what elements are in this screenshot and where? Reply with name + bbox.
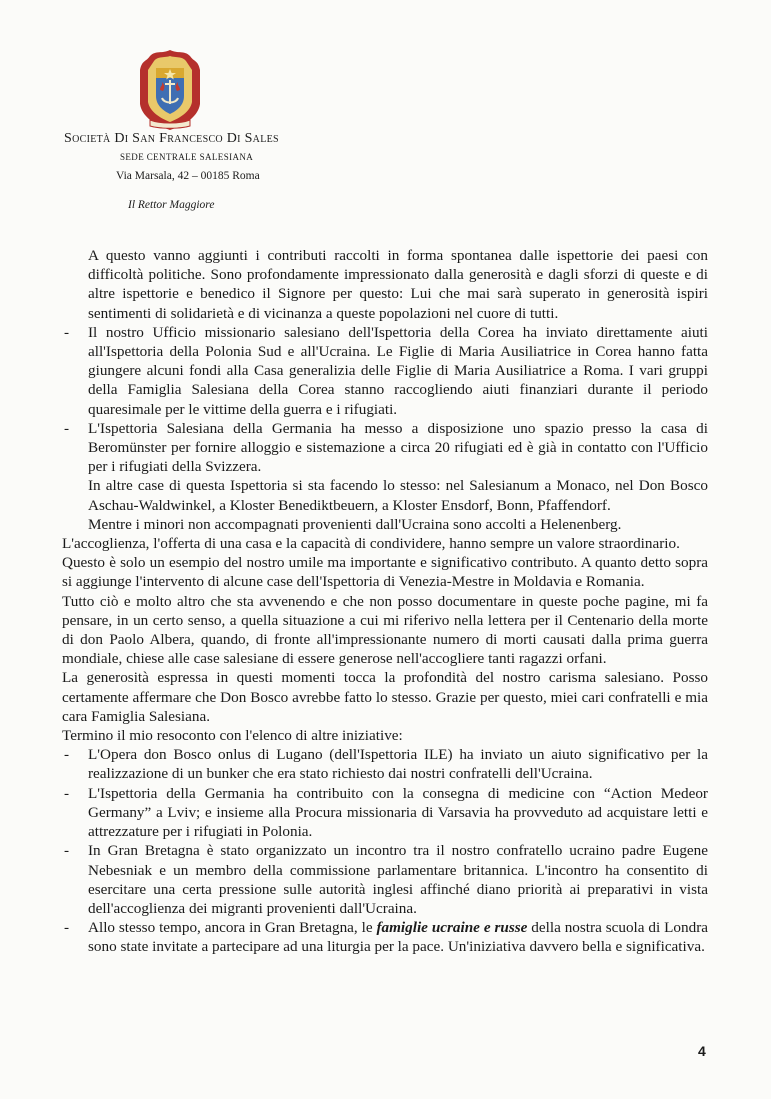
paragraph: L'accoglienza, l'offerta di una casa e la capacità di condividere, hanno sempre un valore straordinario. xyxy=(62,535,680,553)
paragraph: Termino il mio resoconto con l'elenco di altre iniziative: xyxy=(62,727,403,745)
paragraph: A questo vanno aggiunti i contributi raccolti in forma spontanea dalle ispettorie dei paesi con difficoltà politiche. Sono profondamente impressionato dalla generosità e dagli sforzi di queste e di altre ispettorie e benedico il Signore per questo: Lui che mai sarà superato in generosità ispiri sentimenti di solidarietà e di vicinanza a queste popolazioni nel cuore di tutti. xyxy=(88,247,708,322)
list-item: - Il nostro Ufficio missionario salesiano dell'Ispettoria della Corea ha inviato direttamente aiuti all'Ispettoria della Polonia Sud e all'Ucraina. Le Figlie di Maria Ausiliatrice in Corea hanno fatta giungere alcuni fondi alla Casa generalizia delle Figlie di Maria Ausiliatrice a Roma. I vari gruppi della Famiglia Salesiana della Corea stanno raccogliendo aiuti finanziari durante il periodo quaresimale per le vittime della guerra e i rifugiati. xyxy=(62,323,708,419)
paragraph: Mentre i minori non accompagnati provenienti dall'Ucraina sono accolti a Helenenberg. xyxy=(88,515,622,533)
emphasis-text: famiglie ucraine e russe xyxy=(376,919,528,937)
organization-subtitle: SEDE CENTRALE SALESIANA xyxy=(120,152,254,162)
list-item: - L'Ispettoria della Germania ha contribuito con la consegna di medicine con “Action Medeor Germany” a Lviv; e insieme alla Procura missionaria di Varsavia ha provveduto ad acquistare letti e attrezzature per i rifugiati in Polonia. xyxy=(62,784,708,842)
crest-logo xyxy=(138,48,202,132)
letter-body xyxy=(62,246,708,957)
paragraph: La generosità espressa in questi momenti tocca la profondità del nostro carisma salesiano. Posso certamente affermare che Don Bosco avrebbe fatto lo stesso. Grazie per questo, miei cari confratelli e mia cara Famiglia Salesiana. xyxy=(62,669,708,725)
organization-name: Società Di San Francesco Di Sales xyxy=(64,131,279,146)
organization-address: Via Marsala, 42 – 00185 Roma xyxy=(116,170,260,182)
author-role: Il Rettor Maggiore xyxy=(128,199,215,211)
list-item: - L'Ispettoria Salesiana della Germania ha messo a disposizione uno spazio presso la casa di Beromünster per fornire alloggio e sistemazione a circa 20 rifugiati ed è già in contatto con l'Ufficio per i rifugiati della Svizzera. xyxy=(62,419,708,477)
list-item xyxy=(62,918,708,956)
list-item-text: Allo stesso tempo, ancora in Gran Bretagna, le xyxy=(88,919,377,937)
paragraph: Tutto ciò e molto altro che sta avvenendo e che non posso documentare in queste poche pagine, mi fa pensare, in un certo senso, a quella situazione a cui mi riferivo nella lettera per il Centenario della morte di don Paolo Albera, quando, di fronte all'impressionante numero di morti causati dalla prima guerra mondiale, chiese alle case salesiane di essere generose nell'accogliere tanti ragazzi orfani. xyxy=(62,592,708,668)
list-item: - In Gran Bretagna è stato organizzato un incontro tra il nostro confratello ucraino padre Eugene Nebesniak e un membro della commissione parlamentare britannica. L'incontro ha consentito di esercitare una certa pressione sulle autorità inglesi affinché diano priorità ai preparativi in vista dell'accoglienza dei migranti provenienti dall'Ucraina. xyxy=(62,841,708,918)
list-item: - L'Opera don Bosco onlus di Lugano (dell'Ispettoria ILE) ha inviato un aiuto significativo per la realizzazione di un bunker che era stato richiesto dai nostri confratelli dell'Ucraina. xyxy=(62,745,708,783)
list-item-text: della nostra scuola di Londra sono state invitate a partecipare ad una liturgia per la pace. Un'iniziativa davvero bella e significativa. xyxy=(88,919,708,956)
paragraph: In altre case di questa Ispettoria si sta facendo lo stesso: nel Salesianum a Monaco, nel Don Bosco Aschau-Waldwinkel, a Kloster Benediktbeuern, a Kloster Ensdorf, Bonn, Pfaffendorf. xyxy=(88,477,708,514)
paragraph: Questo è solo un esempio del nostro umile ma importante e significativo contributo. A quanto detto sopra si aggiunge l'intervento di alcune case dell'Ispettoria di Venezia-Mestre in Moldavia e Romania. xyxy=(62,554,708,591)
page-number: 4 xyxy=(698,1043,706,1059)
